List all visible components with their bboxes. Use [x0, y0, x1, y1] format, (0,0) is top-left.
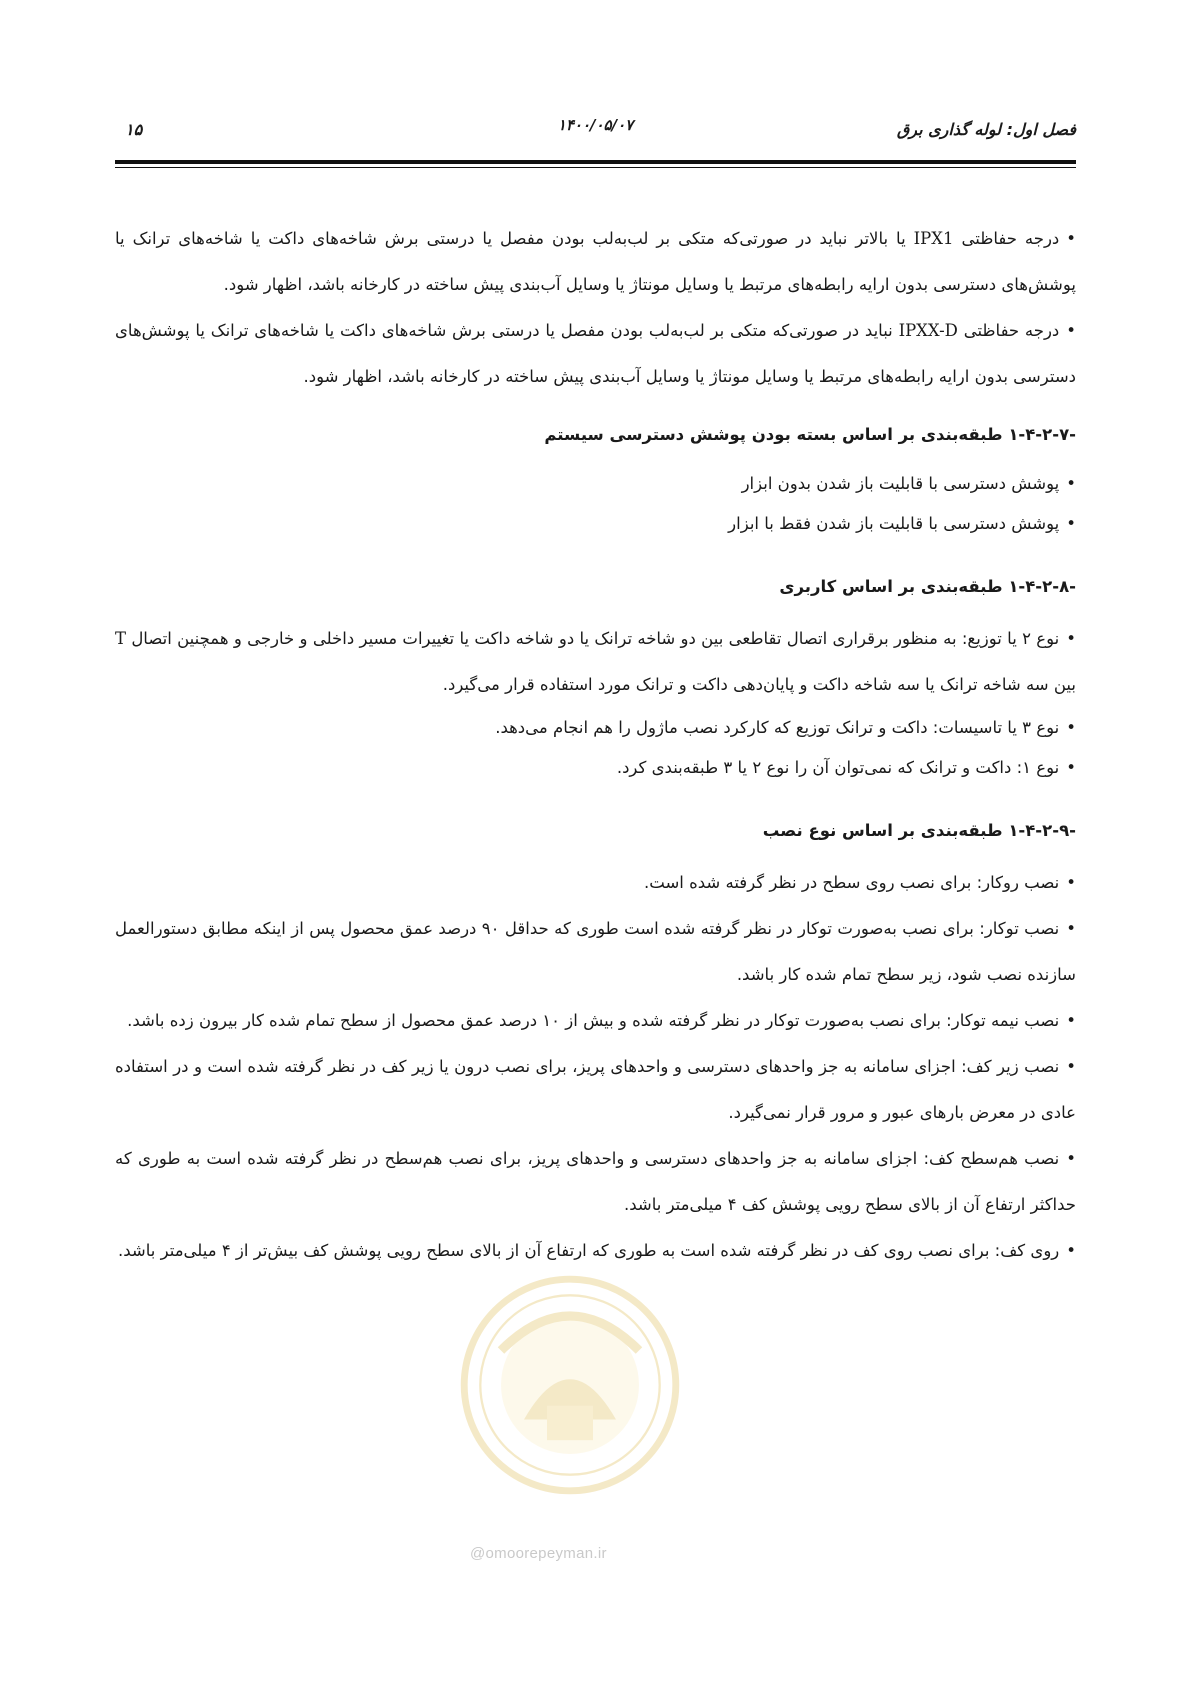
list-item: • نصب زیر کف: اجزای سامانه به جز واحدهای دسترسی و واحدهای پریز، برای نصب درون یا زیر کف در نظر گرفته شده است و در استفاده عادی در معرض بارهای عبور و مرور قرار نمی‌گیرد. [115, 1044, 1076, 1136]
list-item: • پوشش دسترسی با قابلیت باز شدن فقط با ابزار [115, 504, 1076, 544]
list-item: • نصب روکار: برای نصب روی سطح در نظر گرفته شده است. [115, 860, 1076, 906]
list-item-type3: • نوع ۳ یا تاسیسات: داکت و ترانک توزیع که کارکرد نصب ماژول را هم انجام می‌دهد. [115, 708, 1076, 748]
watermark-seal-icon [455, 1270, 685, 1500]
page-content [115, 216, 1076, 1274]
list-item-type2: • نوع ۲ یا توزیع: به منظور برقراری اتصال تقاطعی بین دو شاخه ترانک یا دو شاخه داکت یا تغییرات مسیر داخلی و خارجی و همچنین اتصال T بین سه شاخه ترانک یا سه شاخه داکت و پایان‌دهی داکت و ترانک مورد استفاده قرار می‌گیرد. [115, 616, 1076, 708]
header-date: ۱۴۰۰/۰۵/۰۷ [557, 116, 634, 134]
list-item: • پوشش دسترسی با قابلیت باز شدن بدون ابزار [115, 464, 1076, 504]
page-number: ۱۵ [125, 120, 143, 139]
code-ipxx-d: IPXX-D [898, 321, 958, 340]
chapter-title: فصل اول: لوله گذاری برق [896, 120, 1076, 139]
code-t: T [115, 629, 127, 648]
code-ipx1: IPX1 [913, 229, 954, 248]
paragraph-ipxx-d: • درجه حفاظتی IPXX-D نباید در صورتی‌که متکی بر لب‌به‌لب بودن مفصل یا درستی برش شاخه‌های داکت یا شاخه‌های ترانک یا پوشش‌های دسترسی بدون ارایه رابطه‌های مرتبط یا وسایل مونتاژ یا وسایل آب‌بندی پیش ساخته در کارخانه باشد، اظهار شود. [115, 308, 1076, 400]
watermark-url: @omoorepeyman.ir [470, 1545, 607, 1562]
list-item: • نصب هم‌سطح کف: اجزای سامانه به جز واحدهای دسترسی و واحدهای پریز، برای نصب هم‌سطح در نظر گرفته شده است به طوری که حداکثر ارتفاع آن از بالای سطح رویی پوشش کف ۴ میلی‌متر باشد. [115, 1136, 1076, 1228]
section-heading-8: ۱-۴-۲-۸- طبقه‌بندی بر اساس کاربری [779, 577, 1076, 596]
page-header [115, 116, 1076, 150]
list-item-type1: • نوع ۱: داکت و ترانک که نمی‌توان آن را نوع ۲ یا ۳ طبقه‌بندی کرد. [115, 748, 1076, 788]
header-rule-thin [115, 167, 1076, 168]
section-heading-7: ۱-۴-۲-۷- طبقه‌بندی بر اساس بسته بودن پوشش دسترسی سیستم [544, 425, 1076, 444]
list-item: • نصب توکار: برای نصب به‌صورت توکار در نظر گرفته شده است طوری که حداقل ۹۰ درصد عمق محصول پس از اینکه مطابق دستورالعمل سازنده نصب شود، زیر سطح تمام شده کار باشد. [115, 906, 1076, 998]
section-heading-9: ۱-۴-۲-۹- طبقه‌بندی بر اساس نوع نصب [762, 821, 1076, 840]
header-rule-thick [115, 160, 1076, 164]
list-item: • نصب نیمه توکار: برای نصب به‌صورت توکار در نظر گرفته شده و بیش از ۱۰ درصد عمق محصول از سطح تمام شده کار بیرون زده باشد. [115, 998, 1076, 1044]
paragraph-ipx1: • درجه حفاظتی IPX1 یا بالاتر نباید در صورتی‌که متکی بر لب‌به‌لب بودن مفصل یا درستی برش شاخه‌های داکت یا شاخه‌های ترانک یا پوشش‌های دسترسی بدون ارایه رابطه‌های مرتبط یا وسایل مونتاژ یا وسایل آب‌بندی پیش ساخته در کارخانه باشد، اظهار شود. [115, 216, 1076, 308]
list-item: • روی کف: برای نصب روی کف در نظر گرفته شده است به طوری که ارتفاع آن از بالای سطح رویی پوشش کف بیش‌تر از ۴ میلی‌متر باشد. [115, 1228, 1076, 1274]
